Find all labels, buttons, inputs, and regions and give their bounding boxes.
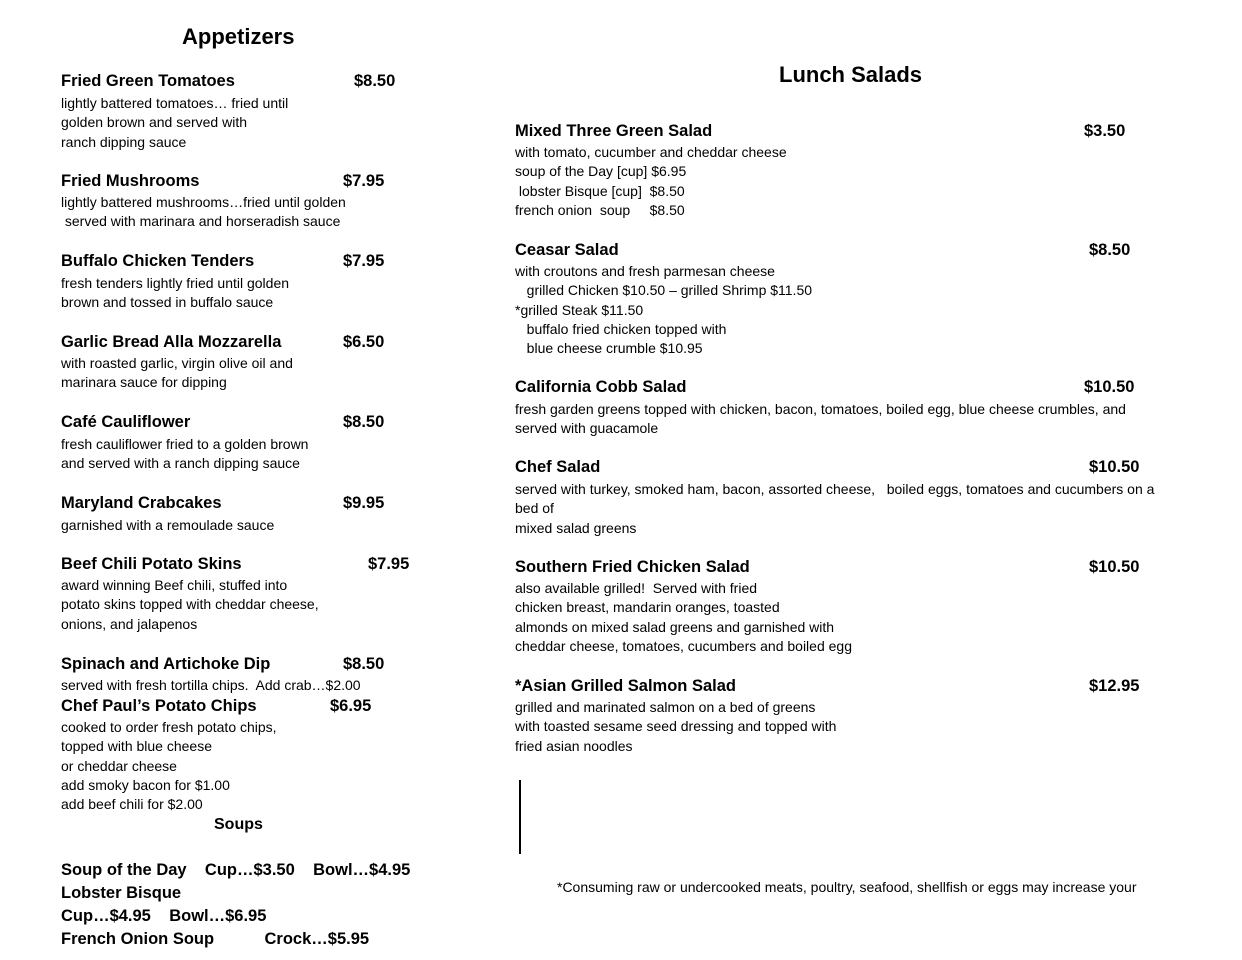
salad-name: California Cobb Salad [515, 378, 687, 396]
salad-price: $10.50 [1089, 458, 1140, 476]
salad-name: Mixed Three Green Salad [515, 122, 713, 140]
appetizer-description: fresh cauliflower fried to a golden brown and served with a ranch dipping sauce [61, 436, 309, 472]
salad-name: Ceasar Salad [515, 241, 619, 259]
appetizer-price: $9.95 [343, 494, 385, 512]
appetizer-name: Fried Green Tomatoes [61, 72, 235, 90]
salad-description: also available grilled! Served with fried chicken breast, mandarin oranges, toasted almonds on mixed salad greens and garnished with cheddar cheese, tomatoes, cucumbers and boiled egg [515, 580, 852, 654]
appetizer-name: Maryland Crabcakes [61, 494, 222, 512]
salad-price: $10.50 [1084, 378, 1135, 396]
appetizer-description: garnished with a remoulade sauce [61, 517, 275, 533]
soup-line: French Onion Soup Crock…$5.95 [61, 930, 370, 948]
soup-line: Soup of the Day Cup…$3.50 Bowl…$4.95 [61, 861, 411, 879]
salad-description: grilled and marinated salmon on a bed of greens with toasted sesame seed dressing and topped with fried asian noodles [515, 699, 837, 754]
appetizer-description: lightly battered mushrooms…fried until golden served with marinara and horseradish sauce [61, 194, 346, 230]
soup-line: Cup…$4.95 Bowl…$6.95 [61, 907, 267, 925]
salad-name: Southern Fried Chicken Salad [515, 558, 750, 576]
appetizer-description: lightly battered tomatoes… fried until golden brown and served with ranch dipping sauce [61, 95, 289, 150]
appetizer-description: served with fresh tortilla chips. Add crab…$2.00 [61, 677, 361, 693]
salad-name: *Asian Grilled Salmon Salad [515, 677, 736, 695]
appetizer-name: Beef Chili Potato Skins [61, 555, 242, 573]
appetizer-name: Café Cauliflower [61, 413, 191, 431]
appetizer-price: $7.95 [343, 172, 385, 190]
appetizer-name: Chef Paul’s Potato Chips [61, 697, 257, 715]
appetizer-description: cooked to order fresh potato chips, topped with blue cheese or cheddar cheese add smoky bacon for $1.00 add beef chili for $2.00 [61, 719, 277, 813]
vertical-divider-line [519, 780, 521, 854]
lunch-salads-heading: Lunch Salads [779, 62, 923, 87]
soup-line: Lobster Bisque [61, 884, 182, 902]
appetizer-price: $8.50 [343, 655, 385, 673]
soups-heading: Soups [214, 816, 263, 833]
appetizer-price: $7.95 [368, 555, 410, 573]
appetizer-description: with roasted garlic, virgin olive oil and marinara sauce for dipping [61, 355, 293, 391]
salad-price: $10.50 [1089, 558, 1140, 576]
salad-name: Chef Salad [515, 458, 601, 476]
salad-price: $3.50 [1084, 122, 1126, 140]
appetizer-name: Buffalo Chicken Tenders [61, 252, 255, 270]
appetizer-price: $7.95 [343, 252, 385, 270]
salad-description: served with turkey, smoked ham, bacon, assorted cheese, boiled eggs, tomatoes and cucumbers on a bed of mixed salad greens [515, 481, 1155, 536]
appetizer-name: Fried Mushrooms [61, 172, 200, 190]
appetizer-description: award winning Beef chili, stuffed into potato skins topped with cheddar cheese, onions, and jalapenos [61, 577, 319, 632]
appetizer-price: $8.50 [343, 413, 385, 431]
appetizer-name: Garlic Bread Alla Mozzarella [61, 333, 282, 351]
appetizer-price: $8.50 [354, 72, 396, 90]
salad-description: with croutons and fresh parmesan cheese grilled Chicken $10.50 – grilled Shrimp $11.50 *grilled Steak $11.50 buffalo fried chicken topped with blue cheese crumble $10.95 [515, 263, 813, 357]
salad-description: fresh garden greens topped with chicken, bacon, tomatoes, boiled egg, blue cheese crumbles, and served with guacamole [515, 401, 1126, 437]
salad-description: with tomato, cucumber and cheddar cheese soup of the Day [cup] $6.95 lobster Bisque [cup] $8.50 french onion soup $8.50 [515, 144, 787, 218]
raw-food-disclaimer: *Consuming raw or undercooked meats, poultry, seafood, shellfish or eggs may increase your [557, 879, 1137, 895]
appetizer-name: Spinach and Artichoke Dip [61, 655, 271, 673]
salad-price: $12.95 [1089, 677, 1140, 695]
salad-price: $8.50 [1089, 241, 1131, 259]
appetizer-price: $6.95 [330, 697, 372, 715]
appetizer-description: fresh tenders lightly fried until golden brown and tossed in buffalo sauce [61, 275, 290, 311]
appetizer-price: $6.50 [343, 333, 385, 351]
appetizers-heading: Appetizers [182, 24, 295, 49]
